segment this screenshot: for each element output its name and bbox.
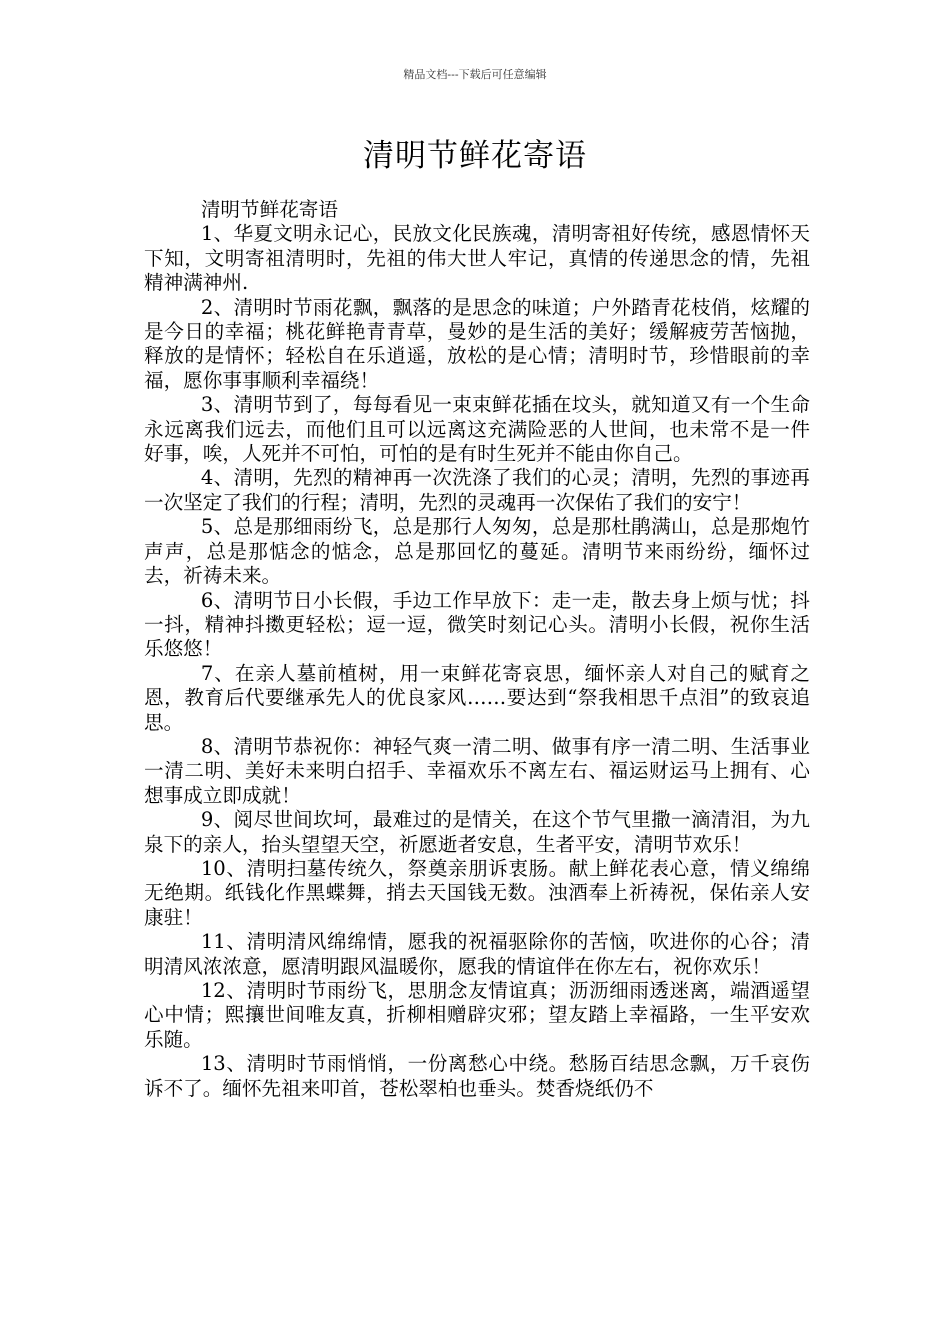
paragraph: 10、清明扫墓传统久，祭奠亲朋诉衷肠。献上鲜花表心意，情义绵绵无绝期。纸钱化作黑蝶舞，捎去天国钱无数。浊酒奉上祈祷祝，保佑亲人安康驻！ — [144, 856, 810, 929]
paragraph: 4、清明，先烈的精神再一次洗涤了我们的心灵；清明，先烈的事迹再一次坚定了我们的行程；清明，先烈的灵魂再一次保佑了我们的安宁！ — [144, 466, 810, 514]
paragraph: 11、清明清风绵绵情，愿我的祝福驱除你的苦恼，吹进你的心谷；清明清风浓浓意，愿清明跟风温暖你，愿我的情谊伴在你左右，祝你欢乐！ — [144, 930, 810, 978]
paragraph: 5、总是那细雨纷飞，总是那行人匆匆，总是那杜鹃满山，总是那炮竹声声，总是那惦念的惦念，总是那回忆的蔓延。清明节来雨纷纷，缅怀过去，祈祷未来。 — [144, 515, 810, 588]
subtitle-paragraph: 清明节鲜花寄语 — [200, 198, 338, 221]
paragraph: 8、清明节恭祝你：神轻气爽一清二明、做事有序一清二明、生活事业一清二明、美好未来明白招手、幸福欢乐不离左右、福运财运马上拥有、心想事成立即成就！ — [144, 734, 810, 807]
paragraph: 3、清明节到了，每每看见一束束鲜花插在坟头，就知道又有一个生命永远离我们远去，而他们且可以远离这充满险恶的人世间，也未常不是一件好事，唉，人死并不可怕，可怕的是有时生死并不能由你自己。 — [144, 393, 810, 466]
header-note: 精品文档---下载后可任意编辑 — [403, 68, 547, 81]
paragraph: 1、华夏文明永记心，民放文化民族魂，清明寄祖好传统，感恩情怀天下知，文明寄祖清明时，先祖的伟大世人牢记，真情的传递思念的情，先祖精神满神州. — [144, 222, 810, 295]
document-title: 清明节鲜花寄语 — [363, 138, 587, 174]
document-body — [144, 198, 810, 1101]
paragraph: 12、清明时节雨纷飞，思朋念友情谊真；沥沥细雨透迷离，端酒遥望心中情；熙攘世间唯友真，折柳相赠辟灾邪；望友踏上幸福路，一生平安欢乐随。 — [144, 979, 810, 1051]
paragraph: 13、清明时节雨悄悄，一份离愁心中绕。愁肠百结思念飘，万千哀伤诉不了。缅怀先祖来叩首，苍松翠柏也垂头。焚香烧纸仍不 — [144, 1052, 810, 1100]
paragraph: 7、在亲人墓前植树，用一束鲜花寄哀思，缅怀亲人对自己的赋育之恩，教育后代要继承先人的优良家风……要达到“祭我相思千点泪”的致哀追思。 — [144, 661, 810, 734]
paragraph: 6、清明节日小长假，手边工作早放下：走一走，散去身上烦与忧；抖一抖，精神抖擞更轻松；逗一逗，微笑时刻记心头。清明小长假，祝你生活乐悠悠！ — [144, 588, 810, 661]
paragraph: 9、阅尽世间坎坷，最难过的是情关，在这个节气里撒一滴清泪，为九泉下的亲人，抬头望望天空，祈愿逝者安息，生者平安，清明节欢乐！ — [144, 808, 810, 856]
paragraph: 2、清明时节雨花飘，飘落的是思念的味道；户外踏青花枝俏，炫耀的是今日的幸福；桃花鲜艳青青草，曼妙的是生活的美好；缓解疲劳苦恼抛，释放的是情怀；轻松自在乐逍遥，放松的是心情；清明时节，珍惜眼前的幸福，愿你事事顺利幸福绕！ — [144, 295, 810, 392]
